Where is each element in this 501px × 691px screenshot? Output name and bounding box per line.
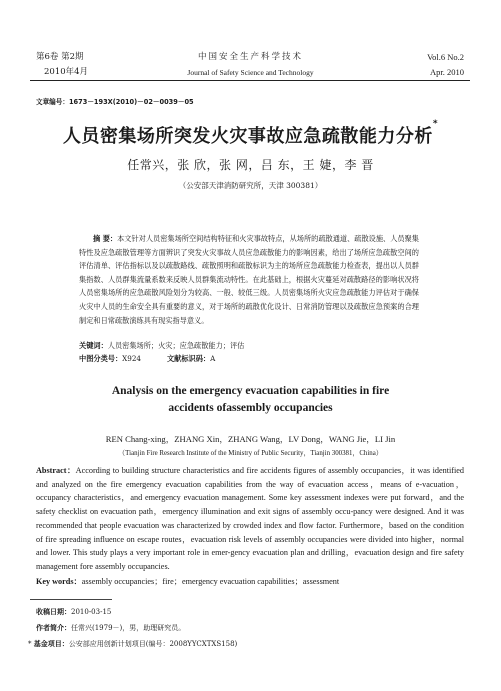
footnote-author: [36, 622, 185, 634]
paper-title-cn: [0, 119, 501, 148]
abstract-en-text: According to building structure characteristics and fire accidents figures of assembly occupancies，it was identified and analyzed on the fire emergency evacuation capabilities from the way of evacuation access，means of e-vacuation，occupancy characteristics，and emergency evacuation management. Some key assessment indexes were put forward，and the safety checklist on evacuation path，emergency illumination and exit signs of assembly occu-pancy were designed. And it was recommended that people evacuation was characterized by crowded index and flow factor. Furthermore，based on the condition of fire spreading influence on escape routes，evacuation risk levels of assembly occupancies were divided into higher，normal and lower. This study plays a very important role in emer-gency evacuation plan and drilling，evacuation design and fire safety management fore assembly occupancies.: [36, 466, 465, 571]
header-journal-en: Journal of Safety Science and Technology: [187, 68, 314, 77]
abstract-en-label: Abstract：: [36, 466, 76, 475]
received-value: 2010-03-15: [71, 608, 112, 616]
paper-title-en-text: Analysis on the emergency evacuation capabilities in fire accidents ofassembly occupancies: [111, 385, 390, 414]
keywords-en: [36, 575, 464, 589]
footnote-fund: [28, 638, 237, 650]
abstract-cn-text: 本文针对人员密集场所空间结构特征和火灾事故特点，从场所的疏散通道、疏散设施、人员聚集特性及应急疏散管理等方面辨识了突发火灾事故人员应急疏散能力的影响因素，给出了场所应急疏散空间的评估清单、评估指标以及以疏散路线、疏散照明和疏散标识为主的场所应急疏散能力检查表，提出以人员群集指数、人员群集流量系数来反映人员群集流动特性。在此基础上，根据火灾蔓延对疏散路径的影响状况将人员密集场所的应急疏散风险划分为较高、一般、较低三级。人员密集场所火灾应急疏散能力评估对于确保火灾中人员的生命安全具有重要的意义，对于场所的疏散优化设计、日常消防管理以及疏散应急预案的合理制定和日常疏散演练具有现实指导意义。: [79, 234, 419, 325]
footnote-received: [36, 606, 111, 618]
header-rule: [30, 80, 470, 81]
authors-en: REN Chang-xing，ZHANG Xin，ZHANG Wang，LV Dong，WANG Jie，LI Jin: [105, 434, 396, 444]
header-volume-issue-en: Vol.6 No.2: [427, 52, 464, 62]
clc-label: 中图分类号：: [79, 354, 123, 363]
author-bio-value: 任常兴(1979－)，男，助理研究员。: [71, 624, 186, 632]
keywords-en-text: assembly occupancies；fire；emergency evacuation capabilities；assessment: [81, 577, 340, 586]
fund-label: 基金项目：: [33, 640, 69, 648]
doc-code-label: 文献标识码：: [166, 354, 211, 363]
doc-code-value: A: [210, 354, 216, 363]
header-date-en: Apr. 2010: [430, 67, 464, 77]
article-number-label: 文章编号：: [36, 98, 69, 106]
header-journal-cn: 中国安全生产科学技术: [197, 52, 303, 62]
received-label: 收稿日期：: [36, 608, 71, 616]
paper-title-en: [0, 383, 501, 417]
keywords-cn-label: 关键词：: [79, 341, 108, 350]
authors-cn: 任常兴，张 欣，张 网，吕 东，王 婕，李 晋: [127, 158, 374, 172]
clc-value: X924: [122, 354, 141, 363]
title-footnote-mark: *: [432, 119, 439, 129]
fund-value: 公安部应用创新计划项目(编号：2008YYCXTXS158): [68, 640, 238, 648]
paper-title-cn-text: 人员密集场所突发火灾事故应急疏散能力分析: [62, 126, 433, 147]
abstract-en: [36, 464, 464, 574]
abstract-cn: [79, 232, 419, 327]
header-date-cn: 2010年4月: [44, 67, 89, 77]
article-number: [36, 96, 194, 106]
abstract-cn-label: 摘 要：: [93, 234, 118, 243]
author-bio-label: 作者简介：: [36, 624, 71, 632]
header-volume-issue-cn: 第6卷 第2期: [36, 52, 84, 62]
classification-cn: [79, 352, 419, 366]
keywords-cn: [79, 339, 419, 353]
article-number-value: 1673－193X(2010)－02－0039－05: [68, 98, 194, 106]
footnote-rule: [30, 599, 112, 600]
affiliation-cn: （公安部天津消防研究所，天津 300381）: [178, 181, 323, 190]
keywords-cn-text: 人员密集场所；火灾；应急疏散能力；评估: [107, 341, 245, 350]
keywords-en-label: Key words：: [36, 577, 82, 586]
affiliation-en: （Tianjin Fire Research Institute of the Ministry of Public Security，Tianjin 300381，China）: [118, 450, 383, 457]
fund-mark: *: [28, 640, 32, 648]
